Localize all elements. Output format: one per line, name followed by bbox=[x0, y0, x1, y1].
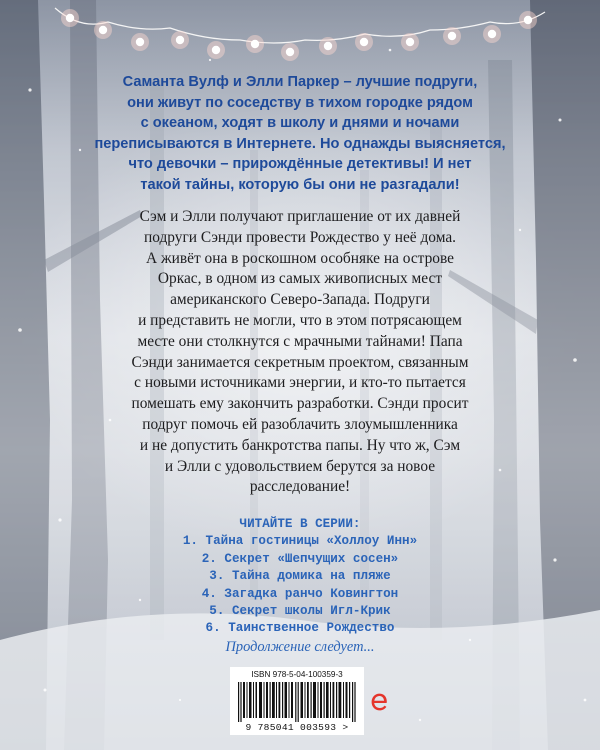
series-list bbox=[100, 516, 500, 656]
series-item: 3. Тайна домика на пляже bbox=[209, 569, 391, 584]
isbn-label: ISBN 978-5-04-100359-3 bbox=[251, 670, 343, 679]
synopsis-line: и не допустить банкротства папы. Ну что ж, Сэм bbox=[139, 436, 461, 454]
intro-paragraph bbox=[70, 72, 530, 196]
series-item: 5. Секрет школы Игл-Крик bbox=[209, 604, 391, 619]
series-item: 6. Таинственное Рождество bbox=[205, 621, 395, 636]
synopsis-line: Сэнди занимается секретным проектом, связанным bbox=[131, 353, 469, 371]
intro-line: что девочки – прирождённые детективы! И нет bbox=[128, 156, 472, 173]
intro-line: они живут по соседству в тихом городке рядом bbox=[127, 94, 473, 111]
synopsis-line: месте они столкнутся с мрачными тайнами! Папа bbox=[137, 332, 463, 350]
series-item: 2. Секрет «Шепчущих сосен» bbox=[201, 551, 399, 566]
synopsis-paragraph bbox=[60, 207, 540, 498]
synopsis-line: с новыми источниками энергии, и кто-то пытается bbox=[134, 374, 466, 392]
barcode-panel bbox=[230, 667, 364, 735]
barcode-digits: 9 785041 003593 > bbox=[245, 722, 349, 733]
intro-line: такой тайны, которую бы они не разгадали! bbox=[140, 176, 460, 193]
synopsis-line: и представить не могли, что в этом потрясающем bbox=[138, 311, 462, 329]
barcode-bars bbox=[238, 682, 356, 722]
series-item: 1. Тайна гостиницы «Холлоу Инн» bbox=[182, 534, 418, 549]
synopsis-line: американского Северо-Запада. Подруги bbox=[170, 291, 430, 309]
intro-line: переписываются в Интернете. Но однажды выясняется, bbox=[94, 135, 506, 152]
synopsis-line: помешать ему закончить разработки. Сэнди просит bbox=[131, 395, 469, 413]
synopsis-line: подруги Сэнди провести Рождество у неё дома. bbox=[143, 228, 457, 246]
synopsis-line: подруг помочь ей разоблачить злоумышленника bbox=[142, 415, 458, 433]
synopsis-line: Сэм и Элли получают приглашение от их давней bbox=[139, 208, 461, 225]
publisher-e-logo-icon bbox=[369, 692, 389, 712]
series-item: 4. Загадка ранчо Ковингтон bbox=[201, 586, 399, 601]
synopsis-line: и Элли с удовольствием берутся за новое bbox=[164, 457, 436, 475]
intro-line: Саманта Вулф и Элли Паркер – лучшие подруги, bbox=[122, 74, 478, 90]
series-continuation: Продолжение следует... bbox=[225, 638, 375, 655]
string-lights-icon bbox=[0, 0, 600, 70]
synopsis-line: расследование! bbox=[249, 478, 351, 496]
intro-line: с океаном, ходят в школу и днями и ночами bbox=[140, 115, 460, 132]
synopsis-line: Оркас, в одном из самых живописных мест bbox=[157, 270, 443, 288]
series-heading: ЧИТАЙТЕ В СЕРИИ: bbox=[239, 517, 361, 531]
synopsis-line: А живёт она в роскошном особняке на острове bbox=[146, 249, 454, 267]
